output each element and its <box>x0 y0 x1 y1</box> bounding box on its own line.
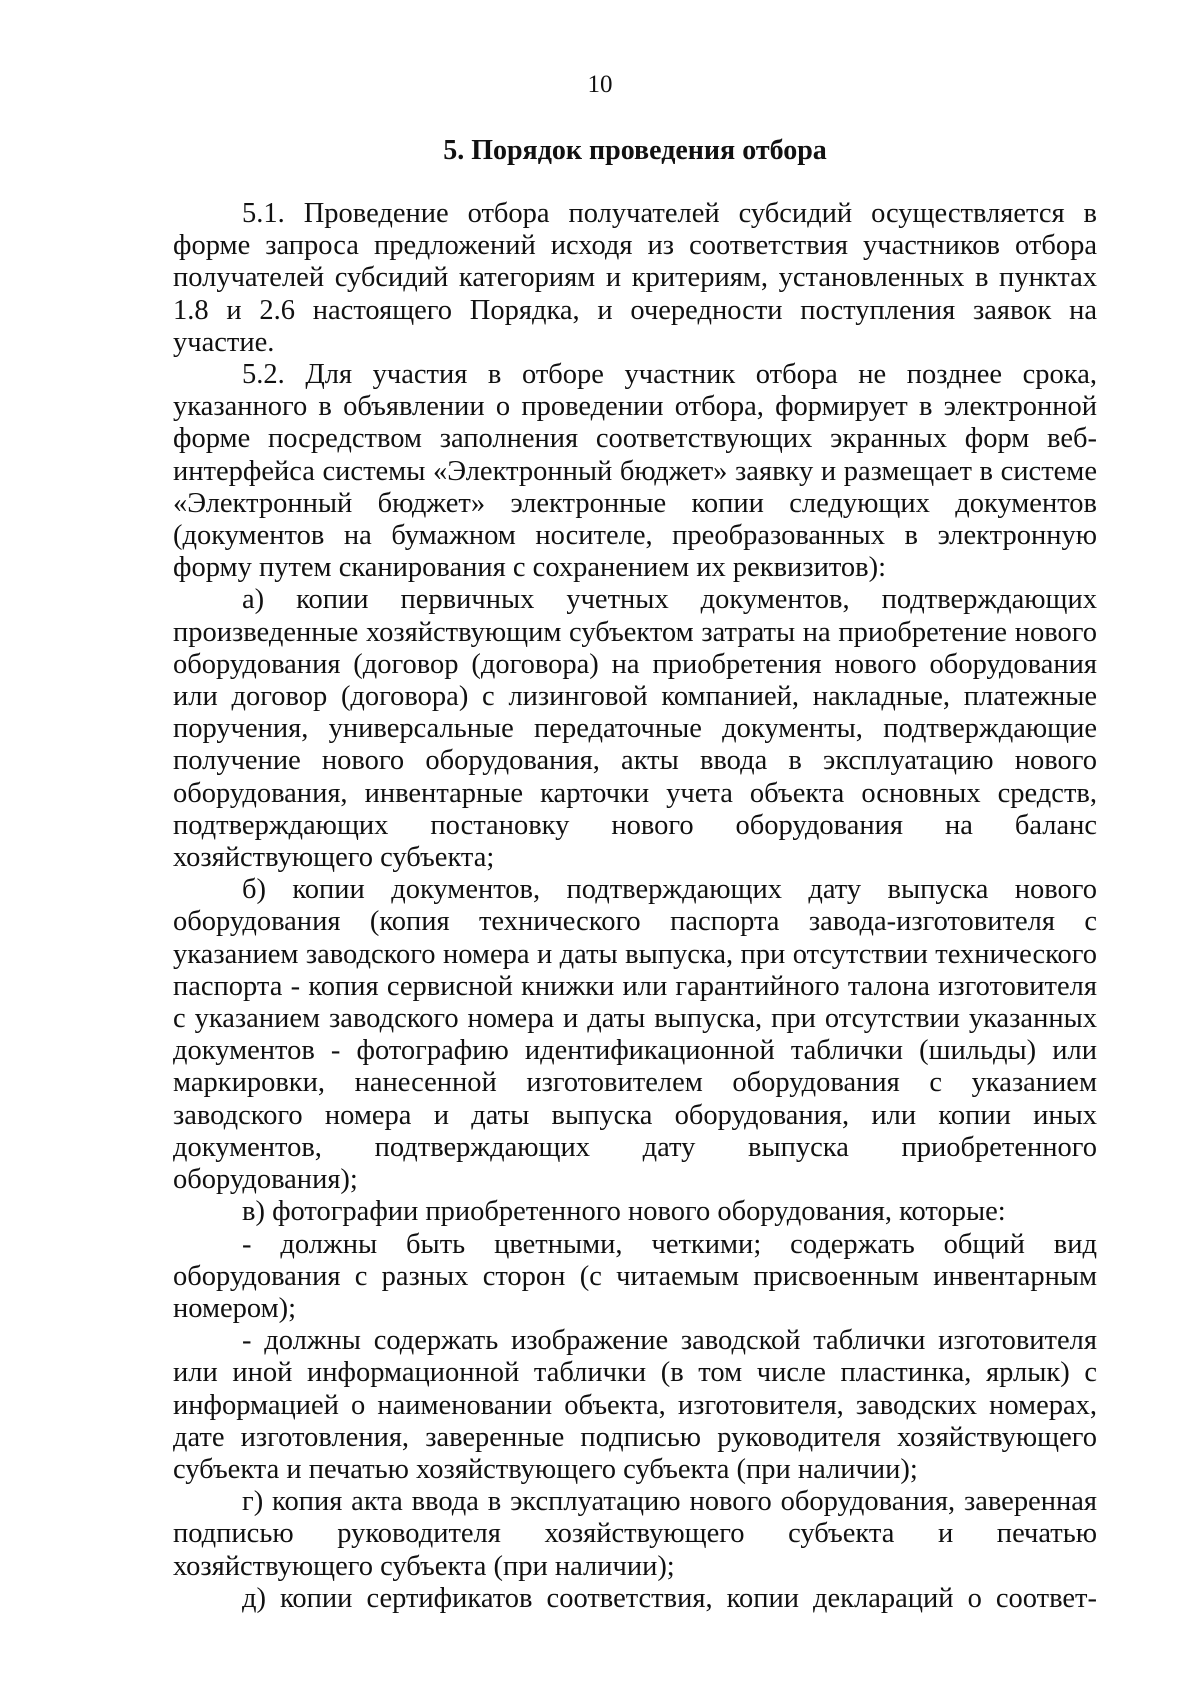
paragraph-5-2: 5.2. Для участия в отборе участник отбора не позднее срока, указанного в объявлении о проведении отбора, формирует в электронной форме посредством заполнения соответствующих экранных форм веб-интерфейса системы «Электронный бюджет» заявку и размещает в системе «Электронный бюджет» электронные копии следующих документов (документов на бумажном носителе, преобразованных в электронную форму путем сканирования с сохранением их реквизитов): <box>173 359 1097 584</box>
list-subitem-dash-2: - должны содержать изображение заводской таблички изготовителя или иной информационной таблички (в том числе пластинка, ярлык) с информацией о наименовании объекта, изготовителя, заводских номерах, дате изготовления, заверенные подписью руководителя хозяйствующего субъекта и печатью хозяйствующего субъекта (при наличии); <box>173 1325 1097 1485</box>
paragraph-5-1: 5.1. Проведение отбора получателей субсидий осуществляется в форме запроса предложений исходя из соответствия участников отбора получателей субсидий категориям и критериям, установленных в пунктах 1.8 и 2.6 настоящего Порядка, и очередности поступления заявок на участие. <box>173 198 1097 358</box>
list-item-b: б) копии документов, подтверждающих дату выпуска нового оборудования (копия технического паспорта завода-изготовителя с указанием заводского номера и даты выпуска, при отсутствии технического паспорта - копия сервисной книжки или гарантийного талона изготовителя с указанием заводского номера и даты выпуска, при отсутствии указанных документов - фотографию идентификационной таблички (шильды) или маркировки, нанесенной изготовителем оборудования с указанием заводского номера и даты выпуска оборудования, или копии иных документов, подтверждающих дату выпуска приобретенного оборудования); <box>173 874 1097 1196</box>
list-item-g: г) копия акта ввода в эксплуатацию нового оборудования, заверенная подписью руководителя хозяйствующего субъекта и печатью хозяйствующего субъекта (при наличии); <box>173 1486 1097 1582</box>
list-subitem-dash-1: - должны быть цветными, четкими; содержать общий вид оборудования с разных сторон (с читаемым присвоенным инвентарным номером); <box>173 1228 1097 1324</box>
list-item-d: д) копии сертификатов соответствия, копии деклараций о соответ- <box>242 1582 1097 1614</box>
page-number: 10 <box>587 71 613 98</box>
section-title: 5. Порядок проведения отбора <box>443 135 827 166</box>
body-text <box>173 198 1097 1615</box>
list-item-v: в) фотографии приобретенного нового оборудования, которые: <box>242 1196 1006 1228</box>
list-item-a: а) копии первичных учетных документов, подтверждающих произведенные хозяйствующим субъектом затраты на приобретение нового оборудования (договор (договора) на приобретения нового оборудования или договор (договора) с лизинговой компанией, накладные, платежные поручения, универсальные передаточные документы, подтверждающие получение нового оборудования, акты ввода в эксплуатацию нового оборудования, инвентарные карточки учета объекта основных средств, подтверждающих постановку нового оборудования на баланс хозяйствующего субъекта; <box>173 584 1097 874</box>
